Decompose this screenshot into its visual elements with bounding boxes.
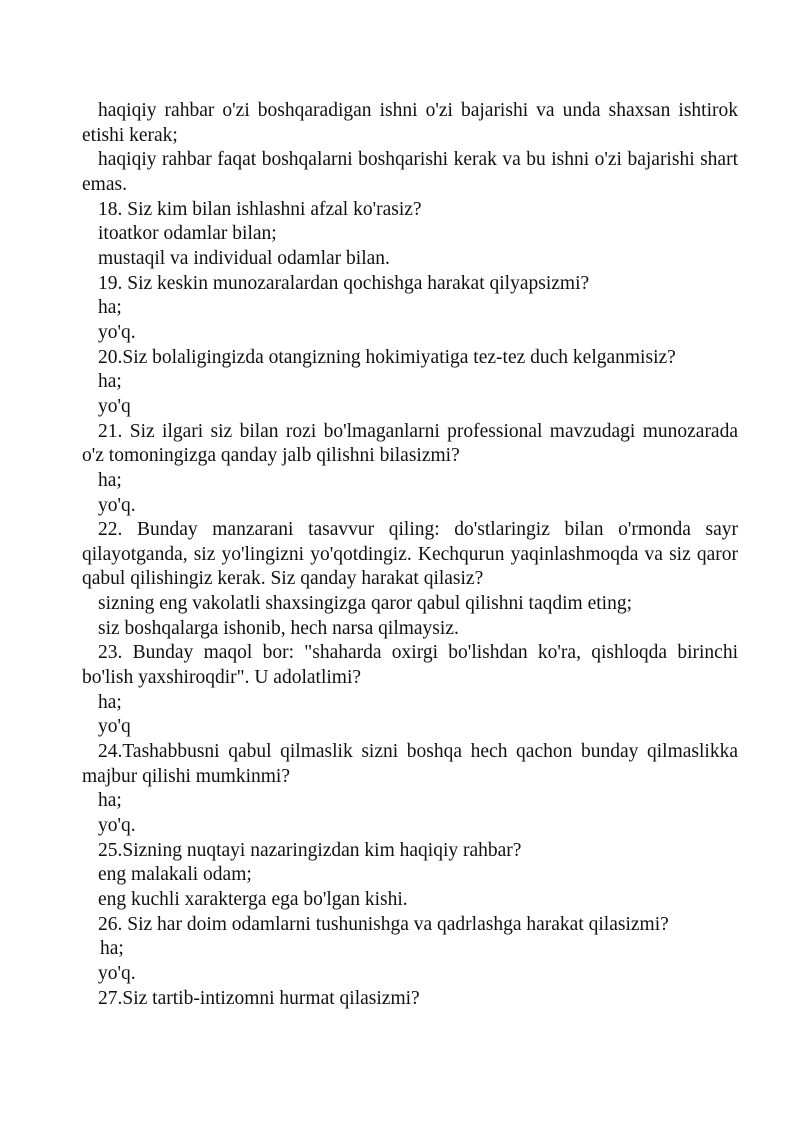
answer-option: eng kuchli xarakterga ega bo'lgan kishi. [98,889,408,910]
question-22: 22. Bunday manzarani tasavvur qiling: do'stlaringiz bilan o'rmonda sayr qilayotganda, siz yo'lingizni yo'qotdingiz. Kechqurun yaqinlashmoqda va siz qaror qabul qilishingiz kerak. Siz qanday harakat qilasiz? [82,519,738,590]
answer-option: ha; [98,790,122,812]
question-26: 26. Siz har doim odamlarni tushunishga va qadrlashga harakat qilasizmi? [98,913,669,935]
answer-option: mustaqil va individual odamlar bilan. [98,247,390,269]
question-24: 24.Tashabbusni qabul qilmaslik sizni boshqa hech qachon bunday qilmaslikka majbur qilishi mumkinmi? [82,741,738,787]
question-20: 20.Siz bolaligingizda otangizning hokimiyatiga tez-tez duch kelganmisiz? [98,346,676,368]
answer-option: ha; [98,371,122,393]
question-19: 19. Siz keskin munozaralardan qochishga harakat qilyapsizmi? [98,272,590,294]
answer-option: itoatkor odamlar bilan; [98,223,277,245]
answer-option: eng malakali odam; [98,864,252,886]
answer-option: yo'q. [98,321,136,343]
question-27: 27.Siz tartib-intizomni hurmat qilasizmi? [98,987,420,1009]
answer-option: sizning eng vakolatli shaxsingizga qaror qabul qilishni taqdim eting; [98,593,632,615]
paragraph: haqiqiy rahbar o'zi boshqaradigan ishni o'zi bajarishi va unda shaxsan ishtirok etishi kerak; [82,100,738,146]
question-25: 25.Sizning nuqtayi nazaringizdan kim haqiqiy rahbar? [98,839,522,861]
answer-option: yo'q [98,395,131,417]
answer-option: ha; [98,469,122,491]
question-23: 23. Bunday maqol bor: "shaharda oxirgi bo'lishdan ko'ra, qishloqda birinchi bo'lish yaxshiroqdir". U adolatlimi? [82,642,738,689]
answer-option: ha; [98,691,122,713]
answer-option: ha; [100,938,124,960]
question-21: 21. Siz ilgari siz bilan rozi bo'lmaganlarni professional mavzudagi munozarada o'z tomoningizga qanday jalb qilishni bilasizmi? [82,420,738,467]
paragraph: haqiqiy rahbar faqat boshqalarni boshqarishi kerak va bu ishni o'zi bajarishi shart emas. [82,149,738,195]
answer-option: yo'q. [98,962,136,984]
answer-option: yo'q. [98,815,136,837]
answer-option: yo'q. [98,494,136,516]
answer-option: yo'q [98,716,131,738]
answer-option: ha; [98,297,122,319]
answer-option: siz boshqalarga ishonib, hech narsa qilmaysiz. [98,617,459,639]
document-page [82,99,738,1011]
question-18: 18. Siz kim bilan ishlashni afzal ko'rasiz? [98,198,422,220]
